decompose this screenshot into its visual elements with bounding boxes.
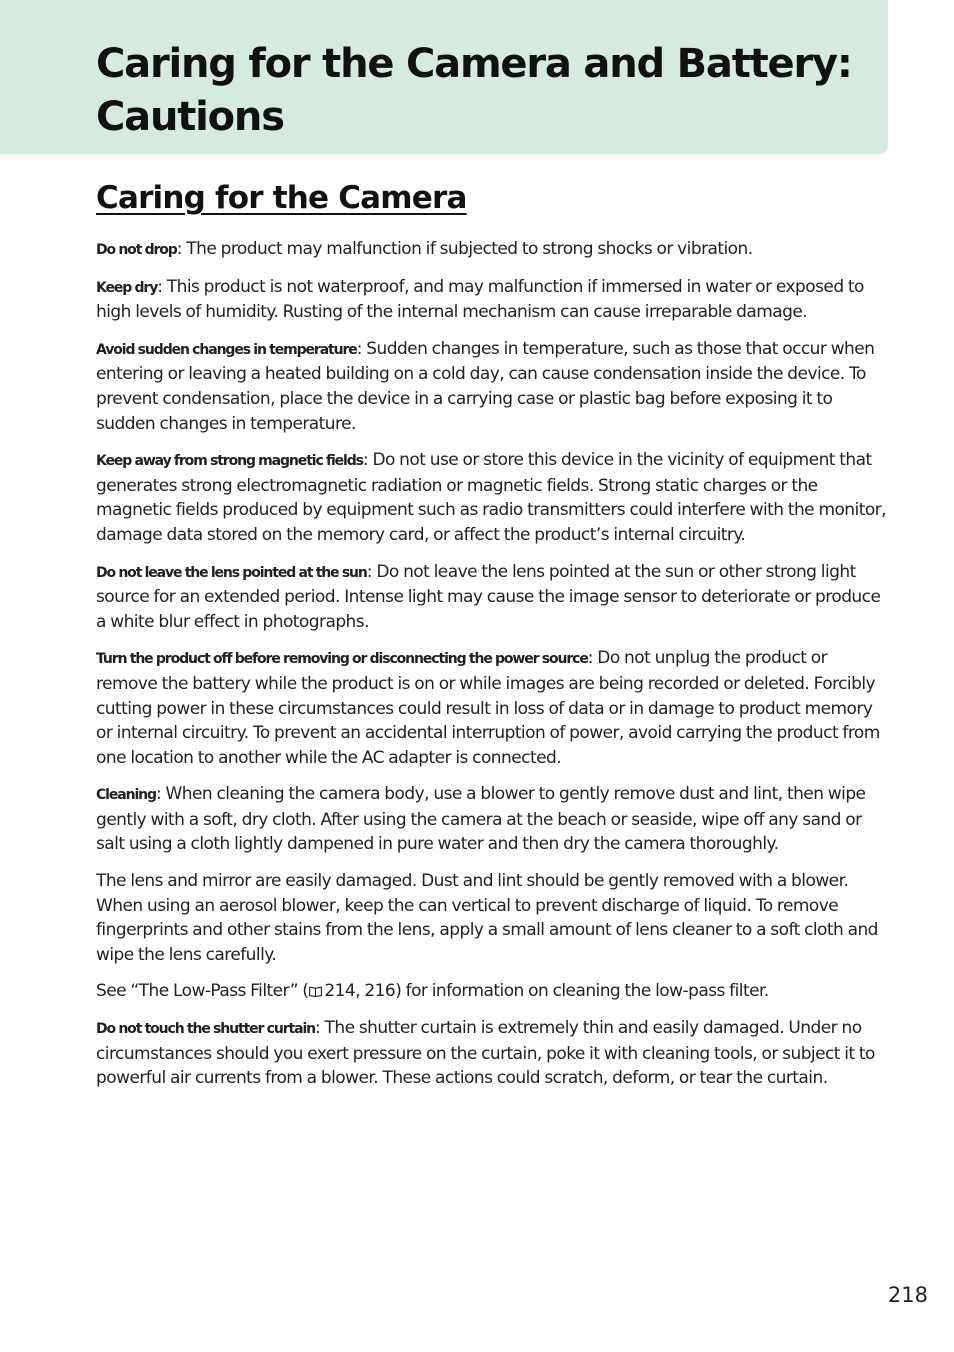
term-label: Keep dry bbox=[96, 279, 158, 296]
body-text bbox=[96, 237, 892, 1103]
paragraph-text: : Sudden changes in temperature, such as those that occur when entering or leaving a heated building on a cold day, can cause condensation inside the device. To prevent condensation, place the device in a carrying case or plastic bag before exposing it to sudden changes in temperature. bbox=[96, 338, 875, 434]
page-title: Caring for the Camera and Battery: Cautions bbox=[96, 41, 852, 140]
section-heading: Caring for the Camera bbox=[96, 180, 467, 216]
term-label: Do not touch the shutter curtain bbox=[96, 1021, 316, 1038]
see-also-text-before: See “The Low-Pass Filter” ( bbox=[96, 981, 309, 1002]
paragraph-power-source bbox=[96, 646, 892, 770]
paragraph-text: : Do not use or store this device in the vicinity of equipment that generates strong electromagnetic radiation or magnetic fields. Strong static charges or the magnetic fields produced by equipment such as radio transmitters could interfere with the monitor, damage data stored on the memory card, or affect the product’s internal circuitry. bbox=[96, 450, 886, 545]
paragraph-text: The lens and mirror are easily damaged. Dust and lint should be gently removed with a blower. When using an aerosol blower, keep the can vertical to prevent discharge of liquid. To remove fingerprints and other stains from the lens, apply a small amount of lens cleaner to a soft cloth and wipe the lens carefully. bbox=[96, 871, 878, 965]
paragraph-text: : Do not leave the lens pointed at the sun or other strong light source for an extended period. Intense light may cause the image sensor to deteriorate or produce a white blur effect in photographs. bbox=[96, 561, 881, 632]
term-label: Do not drop bbox=[96, 242, 177, 258]
reference-page-link[interactable]: 214, 216 bbox=[324, 981, 396, 1002]
paragraph-temperature bbox=[96, 337, 892, 436]
paragraph-lens-mirror bbox=[96, 869, 892, 967]
paragraph-cleaning bbox=[96, 782, 892, 857]
title-band bbox=[0, 0, 888, 154]
book-reference-icon bbox=[309, 986, 322, 997]
paragraph-lens-sun bbox=[96, 560, 892, 635]
term-label: Do not leave the lens pointed at the sun bbox=[96, 564, 367, 581]
page-number: 218 bbox=[887, 1283, 928, 1307]
paragraph-text: : The product may malfunction if subjected to strong shocks or vibration. bbox=[176, 239, 753, 259]
term-label: Turn the product off before removing or disconnecting the power source bbox=[96, 651, 588, 668]
paragraph-text: : The shutter curtain is extremely thin and easily damaged. Under no circumstances should you exert pressure on the curtain, poke it with cleaning tools, or subject it to powerful air currents from a blower. These actions could scratch, deform, or tear the curtain. bbox=[96, 1018, 875, 1089]
paragraph-see-also bbox=[96, 979, 892, 1004]
see-also-text-after: ) for information on cleaning the low-pass filter. bbox=[395, 981, 769, 1002]
paragraph-keep-dry bbox=[96, 275, 892, 325]
paragraph-do-not-drop bbox=[96, 237, 892, 263]
term-label: Keep away from strong magnetic fields bbox=[96, 453, 363, 470]
paragraph-shutter-curtain bbox=[96, 1016, 892, 1091]
paragraph-text: : This product is not waterproof, and may malfunction if immersed in water or exposed to high levels of humidity. Rusting of the internal mechanism can cause irreparable damage. bbox=[96, 276, 864, 323]
paragraph-text: : Do not unplug the product or remove the battery while the product is on or while images are being recorded or deleted. Forcibly cutting power in these circumstances could result in loss of data or in damage to product memory or internal circuitry. To prevent an accidental interruption of power, avoid carrying the product from one location to another while the AC adapter is connected. bbox=[96, 648, 880, 768]
paragraph-text: : When cleaning the camera body, use a blower to gently remove dust and lint, then wipe gently with a soft, dry cloth. After using the camera at the beach or seaside, wipe off any sand or salt using a cloth lightly dampened in pure water and then dry the camera thoroughly. bbox=[96, 784, 866, 855]
term-label: Cleaning bbox=[96, 787, 156, 804]
paragraph-magnetic-fields bbox=[96, 448, 892, 547]
term-label: Avoid sudden changes in temperature bbox=[96, 341, 357, 358]
